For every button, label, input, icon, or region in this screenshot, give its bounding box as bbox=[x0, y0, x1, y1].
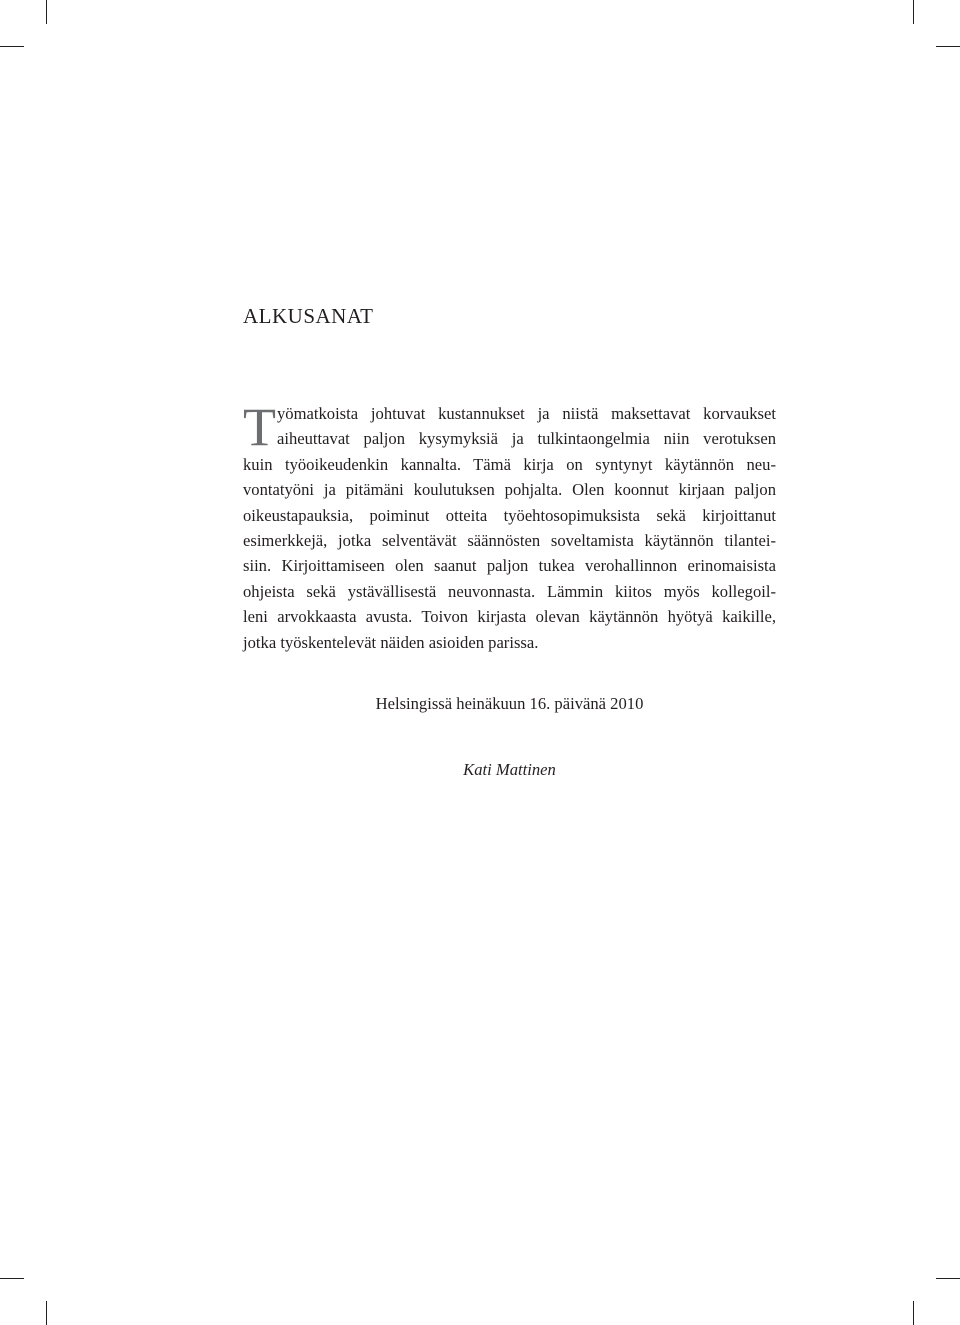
crop-mark-bottom-left-vertical bbox=[46, 1301, 47, 1325]
text-line: jotka työskentelevät näiden asioiden parissa. bbox=[243, 632, 539, 652]
text-line: oikeustapauksia, poiminut otteita työehtosopimuksista sekä kirjoittanut bbox=[243, 505, 776, 525]
drop-cap: T bbox=[243, 397, 276, 457]
text-line: vontatyöni ja pitämäni koulutuksen pohjalta. Olen koonnut kirjaan paljon bbox=[243, 480, 776, 500]
text-line: aiheuttavat paljon kysymyksiä ja tulkintaongelmia niin verotuksen bbox=[277, 429, 776, 449]
crop-mark-bottom-left-horizontal bbox=[0, 1278, 24, 1279]
text-line: kuin työoikeudenkin kannalta. Tämä kirja on syntynyt käytännön neu- bbox=[243, 454, 776, 474]
text-line: siin. Kirjoittamiseen olen saanut paljon tukea verohallinnon erinomaisista bbox=[243, 556, 776, 576]
page-title: ALKUSANAT bbox=[243, 304, 374, 328]
crop-mark-top-right-horizontal bbox=[936, 46, 960, 47]
crop-mark-bottom-right-horizontal bbox=[936, 1278, 960, 1279]
text-line: yömatkoista johtuvat kustannukset ja niistä maksettavat korvaukset bbox=[277, 404, 776, 423]
crop-mark-top-left-horizontal bbox=[0, 46, 24, 47]
text-line: leni arvokkaasta avusta. Toivon kirjasta olevan käytännön hyötyä kaikille, bbox=[243, 607, 776, 627]
text-line: ohjeista sekä ystävällisestä neuvonnasta. Lämmin kiitos myös kollegoil- bbox=[243, 581, 776, 601]
preface-body bbox=[243, 397, 776, 655]
place-and-date: Helsingissä heinäkuun 16. päivänä 2010 bbox=[375, 694, 644, 713]
crop-mark-top-right-vertical bbox=[913, 0, 914, 24]
crop-mark-bottom-right-vertical bbox=[913, 1301, 914, 1325]
text-line: esimerkkejä, jotka selventävät säännösten soveltamista käytännön tilantei- bbox=[243, 531, 776, 551]
crop-mark-top-left-vertical bbox=[46, 0, 47, 24]
author-signature: Kati Mattinen bbox=[463, 760, 556, 779]
